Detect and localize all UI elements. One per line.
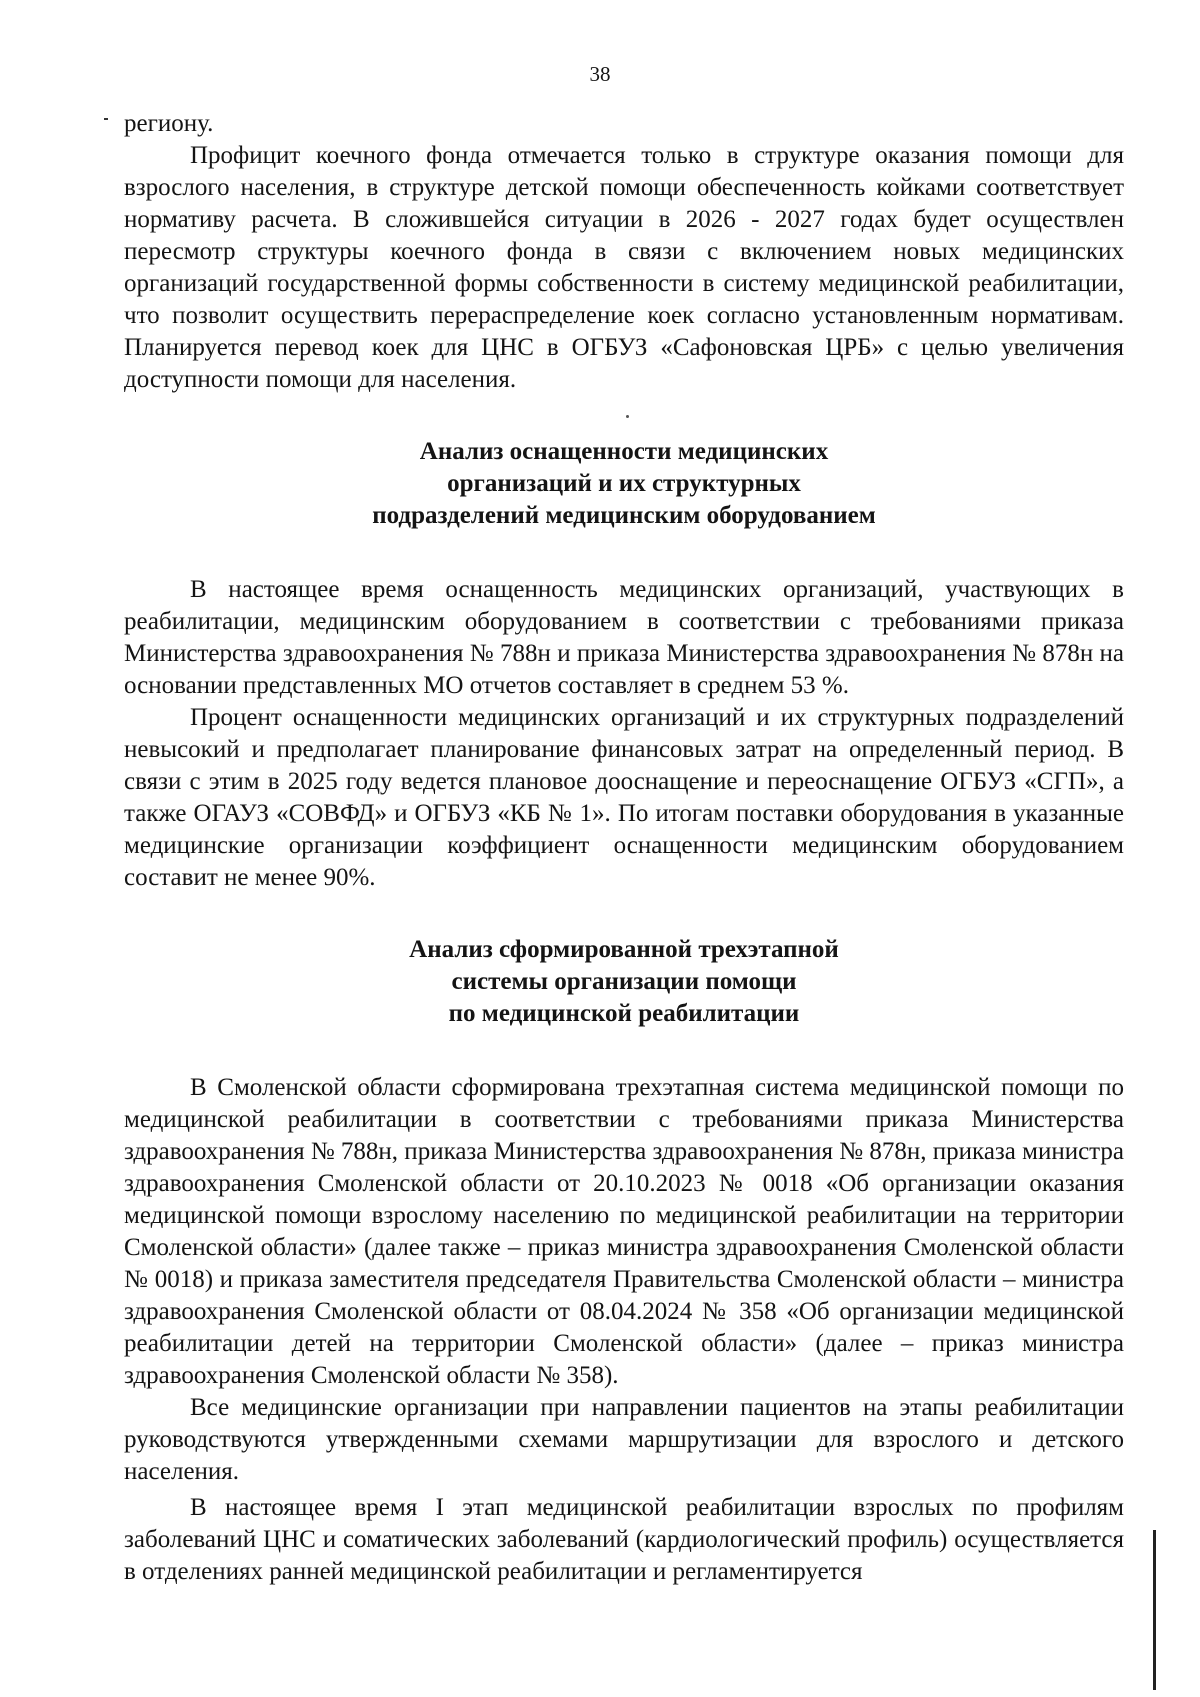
- paragraph-three-stage-system: В Смоленской области сформирована трехэтапная система медицинской помощи по медицинской реабилитации в соответствии с требованиями приказа Министерства здравоохранения № 788н, приказа Министерства здравоохранения № 878н, приказа министра здравоохранения Смоленской области от 20.10.2023 № 0018 «Об организации оказания медицинской помощи взрослому населению по медицинской реабилитации на территории Смоленской области» (далее также – приказ министра здравоохранения Смоленской области № 0018) и приказа заместителя председателя Правительства Смоленской области – министра здравоохранения Смоленской области от 08.04.2024 № 358 «Об организации медицинской реабилитации детей на территории Смоленской области» (далее – приказ министра здравоохранения Смоленской области № 358).: [124, 1074, 1125, 1389]
- heading-line: Анализ сформированной трехэтапной: [409, 936, 839, 963]
- margin-mark: [104, 118, 108, 120]
- paragraph-bed-fund: Профицит коечного фонда отмечается только в структуре оказания помощи для взрослого населения, в структуре детской помощи обеспеченность койками соответствует нормативу расчета. В сложившейся ситуации в 2026 - 2027 годах будет осуществлен пересмотр структуры коечного фонда в связи с включением новых медицинских организаций государственной формы собственности в систему медицинской реабилитации, что позволит осуществить перераспределение коек согласно установленным нормативам. Планируется перевод коек для ЦНС в ОГБУЗ «Сафоновская ЦРБ» с целью увеличения доступности помощи для населения.: [124, 142, 1124, 393]
- paragraph-equipment-level: В настоящее время оснащенность медицинских организаций, участвующих в реабилитации, медицинским оборудованием в соответствии с требованиями приказа Министерства здравоохранения № 788н и приказа Министерства здравоохранения № 878н на основании представленных МО отчетов составляет в среднем 53 %.: [124, 576, 1124, 699]
- right-edge-rule: [1153, 1530, 1156, 1690]
- section-heading-three-stage: [124, 934, 1124, 1030]
- section-heading-equipment: [124, 436, 1124, 532]
- heading-line: организаций и их структурных: [447, 470, 801, 497]
- paragraph-equipment-plan: Процент оснащенности медицинских организаций и их структурных подразделений невысокий и предполагает планирование финансовых затрат на определенный период. В связи с этим в 2025 году ведется плановое дооснащение и переоснащение ОГБУЗ «СГП», а также ОГАУЗ «СОВФД» и ОГБУЗ «КБ № 1». По итогам поставки оборудования в указанные медицинские организации коэффициент оснащенности медицинским оборудованием составит не менее 90%.: [124, 704, 1124, 891]
- heading-line: системы организации помощи: [451, 968, 797, 995]
- heading-line: по медицинской реабилитации: [448, 1000, 800, 1027]
- paragraph-stage-one: В настоящее время I этап медицинской реабилитации взрослых по профилям заболеваний ЦНС и соматических заболеваний (кардиологический профиль) осуществляется в отделениях ранней медицинской реабилитации и регламентируется: [124, 1494, 1124, 1585]
- heading-line: подразделений медицинским оборудованием: [372, 502, 876, 529]
- page-number: 38: [589, 62, 611, 86]
- heading-line: Анализ оснащенности медицинских: [419, 438, 829, 465]
- paragraph-routing: Все медицинские организации при направлении пациентов на этапы реабилитации руководствуются утвержденными схемами маршрутизации для взрослого и детского населения.: [124, 1394, 1124, 1485]
- paragraph-continuation: региону.: [124, 110, 214, 137]
- document-body: [124, 108, 1124, 1588]
